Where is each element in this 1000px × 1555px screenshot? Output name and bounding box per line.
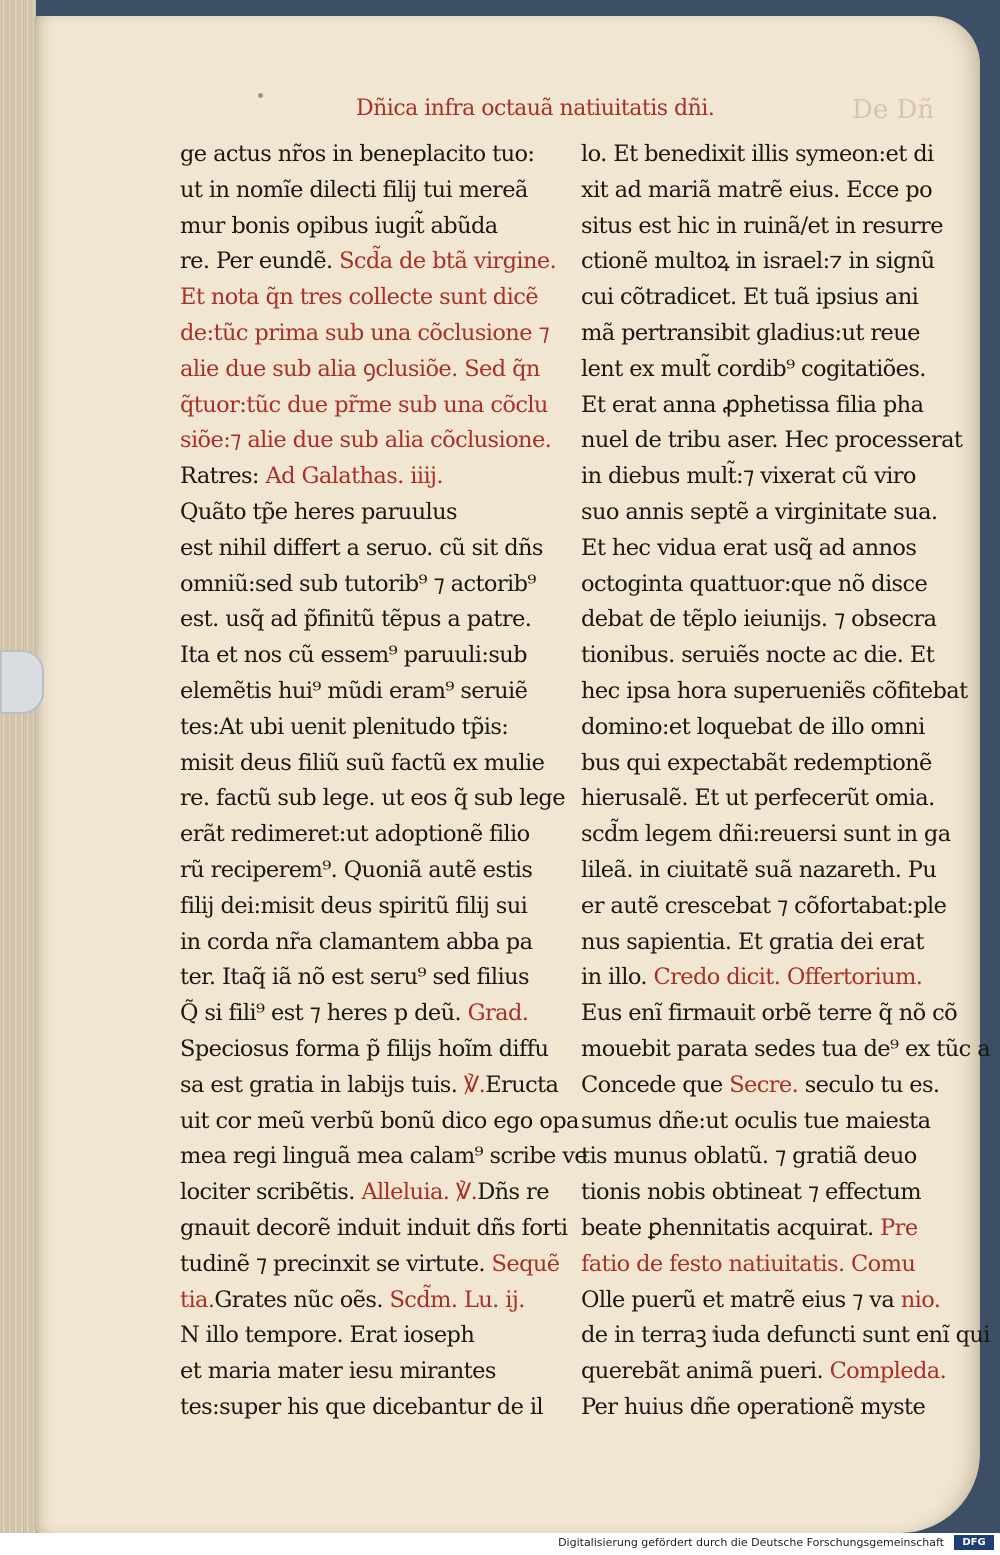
body-text: N illo tempore. Erat ioseph	[180, 1322, 475, 1349]
body-text: tionis nobis obtineat ⁊ effectum	[581, 1179, 921, 1206]
body-text: tionibus. seruiẽs nocte ac die. Et	[581, 642, 935, 669]
body-text: Grates nũc oẽs.	[214, 1286, 390, 1313]
text-line	[180, 960, 552, 996]
bleed-through-text: De Dñ	[852, 95, 935, 125]
text-line	[581, 1283, 953, 1319]
text-line	[180, 746, 552, 782]
body-text: mur bonis opibus iugit̃ abũda	[180, 212, 498, 239]
text-line	[180, 1139, 588, 1175]
rubric-text: Sequẽ	[491, 1250, 560, 1277]
body-text: Per huius dñe operationẽ myste	[581, 1393, 926, 1420]
rubric-text: Scd̃a de btã virgine.	[339, 248, 557, 275]
text-line	[581, 710, 953, 746]
text-line	[581, 316, 953, 352]
text-line	[180, 1175, 552, 1211]
body-text: mouebit parata sedes tua de⁹ ex tũc a	[581, 1035, 991, 1062]
text-line	[180, 280, 552, 316]
body-text: filij dei:misit deus spiritũ filij sui	[180, 892, 528, 919]
body-text: re. factũ sub lege. ut eos q̃ sub lege	[180, 785, 565, 812]
rubric-text: Credo dicit. Offertorium.	[653, 964, 923, 991]
text-line	[180, 209, 552, 245]
text-line	[581, 674, 968, 710]
rubric-text: q̃tuor:tũc due pr̃me sub una cõclu	[180, 391, 548, 418]
text-line	[180, 1283, 552, 1319]
body-text: Ratres:	[180, 463, 266, 490]
text-line	[180, 173, 552, 209]
text-line	[581, 423, 963, 459]
text-line	[180, 1211, 568, 1247]
text-line	[180, 352, 552, 388]
body-text: tis munus oblatũ. ⁊ gratiã deuo	[581, 1143, 917, 1170]
body-text: tes:super his que dicebantur de il	[180, 1393, 544, 1420]
body-text: uit cor meũ verbũ bonũ dico ego opa	[180, 1107, 579, 1134]
body-text: tudinẽ ⁊ precinxit se virtute.	[180, 1250, 492, 1277]
body-text: Et erat anna ꝓphetissa filia pha	[581, 391, 924, 418]
text-line	[180, 1390, 552, 1426]
text-line	[180, 244, 557, 280]
text-line	[581, 209, 953, 245]
text-line	[180, 1318, 552, 1354]
body-text: Dñs re	[477, 1179, 549, 1206]
body-text: mea regi linguã mea calam⁹ scribe ve	[180, 1143, 588, 1170]
page-clip	[0, 650, 44, 714]
text-line	[180, 996, 552, 1032]
dfg-logo: DFG	[954, 1535, 994, 1550]
body-text: Eus enĩ firmauit orbẽ terre q̃ nõ cõ	[581, 1000, 958, 1027]
body-text: hierusalẽ. Et ut perfecerũt omia.	[581, 785, 935, 812]
text-line	[581, 960, 953, 996]
body-text: Concede que	[581, 1071, 730, 1098]
body-text: et maria mater iesu mirantes	[180, 1358, 496, 1385]
rubric-text: Alleluia. ℣.	[361, 1179, 478, 1206]
running-header: Dñica infra octauã natiuitatis dñi.	[356, 96, 715, 121]
text-line	[581, 1104, 953, 1140]
rubric-text: nio.	[900, 1286, 941, 1313]
body-text: lociter scribẽtis.	[180, 1179, 362, 1206]
text-line	[180, 531, 552, 567]
rubric-text: siõe:⁊ alie due sub alia cõclusione.	[180, 427, 552, 454]
body-text: sa est gratia in labijs tuis.	[180, 1071, 464, 1098]
body-text: cui cõtradicet. Et tuã ipsius ani	[581, 284, 919, 311]
rubric-text: Pre	[880, 1214, 918, 1241]
body-text: nus sapientia. Et gratia dei erat	[581, 928, 924, 955]
body-text: est nihil differt a seruo. cũ sit dñs	[180, 534, 543, 561]
body-text: Q̃ si fili⁹ est ⁊ heres p deũ.	[180, 1000, 468, 1027]
text-line	[180, 1068, 559, 1104]
rubric-text: fatio de festo natiuitatis. Comu	[581, 1250, 916, 1277]
text-line	[581, 746, 953, 782]
body-text: omniũ:sed sub tutorib⁹ ⁊ actorib⁹	[180, 570, 536, 597]
text-line	[180, 1104, 579, 1140]
text-line	[180, 459, 552, 495]
text-line	[180, 602, 552, 638]
text-line	[180, 674, 552, 710]
text-line	[581, 817, 953, 853]
text-line	[581, 996, 958, 1032]
rubric-text: Grad.	[467, 1000, 529, 1027]
rubric-text: Et nota q̃n tres collecte sunt dicẽ	[180, 284, 538, 311]
body-text: querebãt animã pueri.	[581, 1358, 830, 1385]
text-line	[180, 316, 552, 352]
body-text: nuel de tribu aser. Hec processerat	[581, 427, 963, 454]
text-line	[180, 889, 552, 925]
body-text: erãt redimeret:ut adoptionẽ filio	[180, 821, 530, 848]
text-line	[581, 137, 953, 173]
body-text: misit deus filiũ suũ factũ ex mulie	[180, 749, 545, 776]
body-text: Et hec vidua erat usq̃ ad annos	[581, 534, 917, 561]
text-line	[581, 853, 953, 889]
body-text: beate ꝑhennitatis acquirat.	[581, 1214, 881, 1241]
body-text: Quãto tp̃e heres paruulus	[180, 498, 457, 525]
body-text: in diebus mult̃:⁊ vixerat cũ viro	[581, 463, 916, 490]
funding-notice: Digitalisierung gefördert durch die Deutsche Forschungsgemeinschaft	[558, 1536, 944, 1549]
text-line	[581, 1032, 991, 1068]
body-text: ge actus nr̃os in beneplacito tuo:	[180, 141, 535, 167]
body-text: mã pertransibit gladius:ut reue	[581, 319, 920, 346]
body-text: domino:et loquebat de illo omni	[581, 713, 925, 740]
body-text: hec ipsa hora superueniẽs cõfitebat	[581, 677, 968, 704]
text-line	[581, 925, 953, 961]
body-text: lo. Et benedixit illis symeon:et di	[581, 141, 934, 167]
rubric-text: de:tũc prima sub una cõclusione ⁊	[180, 319, 550, 346]
text-line	[581, 1247, 953, 1283]
body-text: suo annis septẽ a virginitate sua.	[581, 498, 938, 525]
text-line	[180, 710, 552, 746]
body-text: ut in nomĩe dilecti filij tui mereã	[180, 176, 528, 203]
text-line	[581, 889, 953, 925]
body-text: in corda nr̃a clamantem abba pa	[180, 928, 533, 955]
text-line	[180, 567, 552, 603]
text-line	[581, 1211, 953, 1247]
rubric-text: alie due sub alia ꝯclusiõe. Sed q̃n	[180, 355, 540, 382]
body-text: sumus dñe:ut oculis tue maiesta	[581, 1107, 931, 1134]
rubric-text: ℣.	[463, 1071, 486, 1098]
body-text: Ita et nos cũ essem⁹ paruuli:sub	[180, 642, 527, 669]
text-line	[581, 781, 953, 817]
text-line	[581, 638, 953, 674]
text-line	[581, 280, 953, 316]
rubric-text: Ad Galathas. iiij.	[265, 463, 443, 490]
text-line	[180, 638, 552, 674]
text-line	[180, 137, 552, 173]
body-text: re. Per eundẽ.	[180, 248, 340, 275]
left-text-column	[180, 137, 588, 1426]
text-line	[180, 1354, 552, 1390]
text-line	[180, 781, 565, 817]
body-text: er autẽ crescebat ⁊ cõfortabat:ple	[581, 892, 947, 919]
body-text: scd̃m legem dñi:reuersi sunt in ga	[581, 821, 951, 848]
body-text: de in terraꝫ iuda defuncti sunt enĩ qui	[581, 1322, 990, 1349]
rubric-text: Compleda.	[829, 1358, 947, 1385]
right-text-column	[581, 137, 991, 1426]
body-text: elemẽtis hui⁹ mũdi eram⁹ seruiẽ	[180, 677, 528, 704]
body-text: est. usq̃ ad p̃finitũ tẽpus a patre.	[180, 606, 532, 633]
paper-speck	[258, 93, 263, 98]
text-line	[581, 1318, 990, 1354]
text-line	[581, 352, 953, 388]
text-line	[581, 1068, 953, 1104]
text-line	[581, 1390, 953, 1426]
text-line	[581, 388, 953, 424]
body-text: lileã. in ciuitatẽ suã nazareth. Pu	[581, 856, 937, 883]
text-line	[581, 1354, 953, 1390]
body-text: xit ad mariã matrẽ eius. Ecce po	[581, 176, 933, 203]
text-line	[581, 531, 953, 567]
body-text: debat de tẽplo ieiunijs. ⁊ obsecra	[581, 606, 937, 633]
text-line	[581, 173, 953, 209]
body-text: bus qui expectabãt redemptionẽ	[581, 749, 932, 776]
body-text: octoginta quattuor:que nõ disce	[581, 570, 928, 597]
body-text: Speciosus forma p̃ filijs hoĩm diffu	[180, 1035, 549, 1062]
text-line	[581, 495, 953, 531]
body-text: seculo tu es.	[798, 1071, 940, 1098]
text-line	[581, 244, 953, 280]
rubric-text: tia.	[180, 1286, 215, 1313]
text-line	[180, 853, 552, 889]
text-line	[180, 495, 552, 531]
text-line	[180, 1032, 552, 1068]
body-text: lent ex mult̃ cordib⁹ cogitatiões.	[581, 355, 926, 382]
text-line	[180, 1247, 560, 1283]
body-text: rũ reciperem⁹. Quoniã autẽ estis	[180, 856, 533, 883]
body-text: tes:At ubi uenit plenitudo tp̃is:	[180, 713, 509, 740]
rubric-text: Scd̃m. Lu. ij.	[389, 1286, 525, 1313]
text-line	[581, 1139, 953, 1175]
text-line	[180, 388, 552, 424]
text-line	[581, 602, 953, 638]
rubric-text: Secre.	[729, 1071, 799, 1098]
text-line	[581, 1175, 953, 1211]
body-text: ctionẽ multoꝝ in israel:⁊ in signũ	[581, 248, 935, 275]
text-line	[581, 459, 953, 495]
body-text: situs est hic in ruinã/et in resurre	[581, 212, 943, 239]
body-text: Eructa	[485, 1071, 559, 1098]
body-text: in illo.	[581, 964, 654, 991]
text-line	[581, 567, 953, 603]
text-line	[180, 423, 552, 459]
text-line	[180, 817, 552, 853]
body-text: gnauit decorẽ induit induit dñs forti	[180, 1214, 568, 1241]
text-line	[180, 925, 552, 961]
book-page-edges	[0, 0, 36, 1533]
body-text: Olle puerũ et matrẽ eius ⁊ va	[581, 1286, 901, 1313]
body-text: ter. Itaq̃ iã nõ est seru⁹ sed filius	[180, 964, 529, 991]
